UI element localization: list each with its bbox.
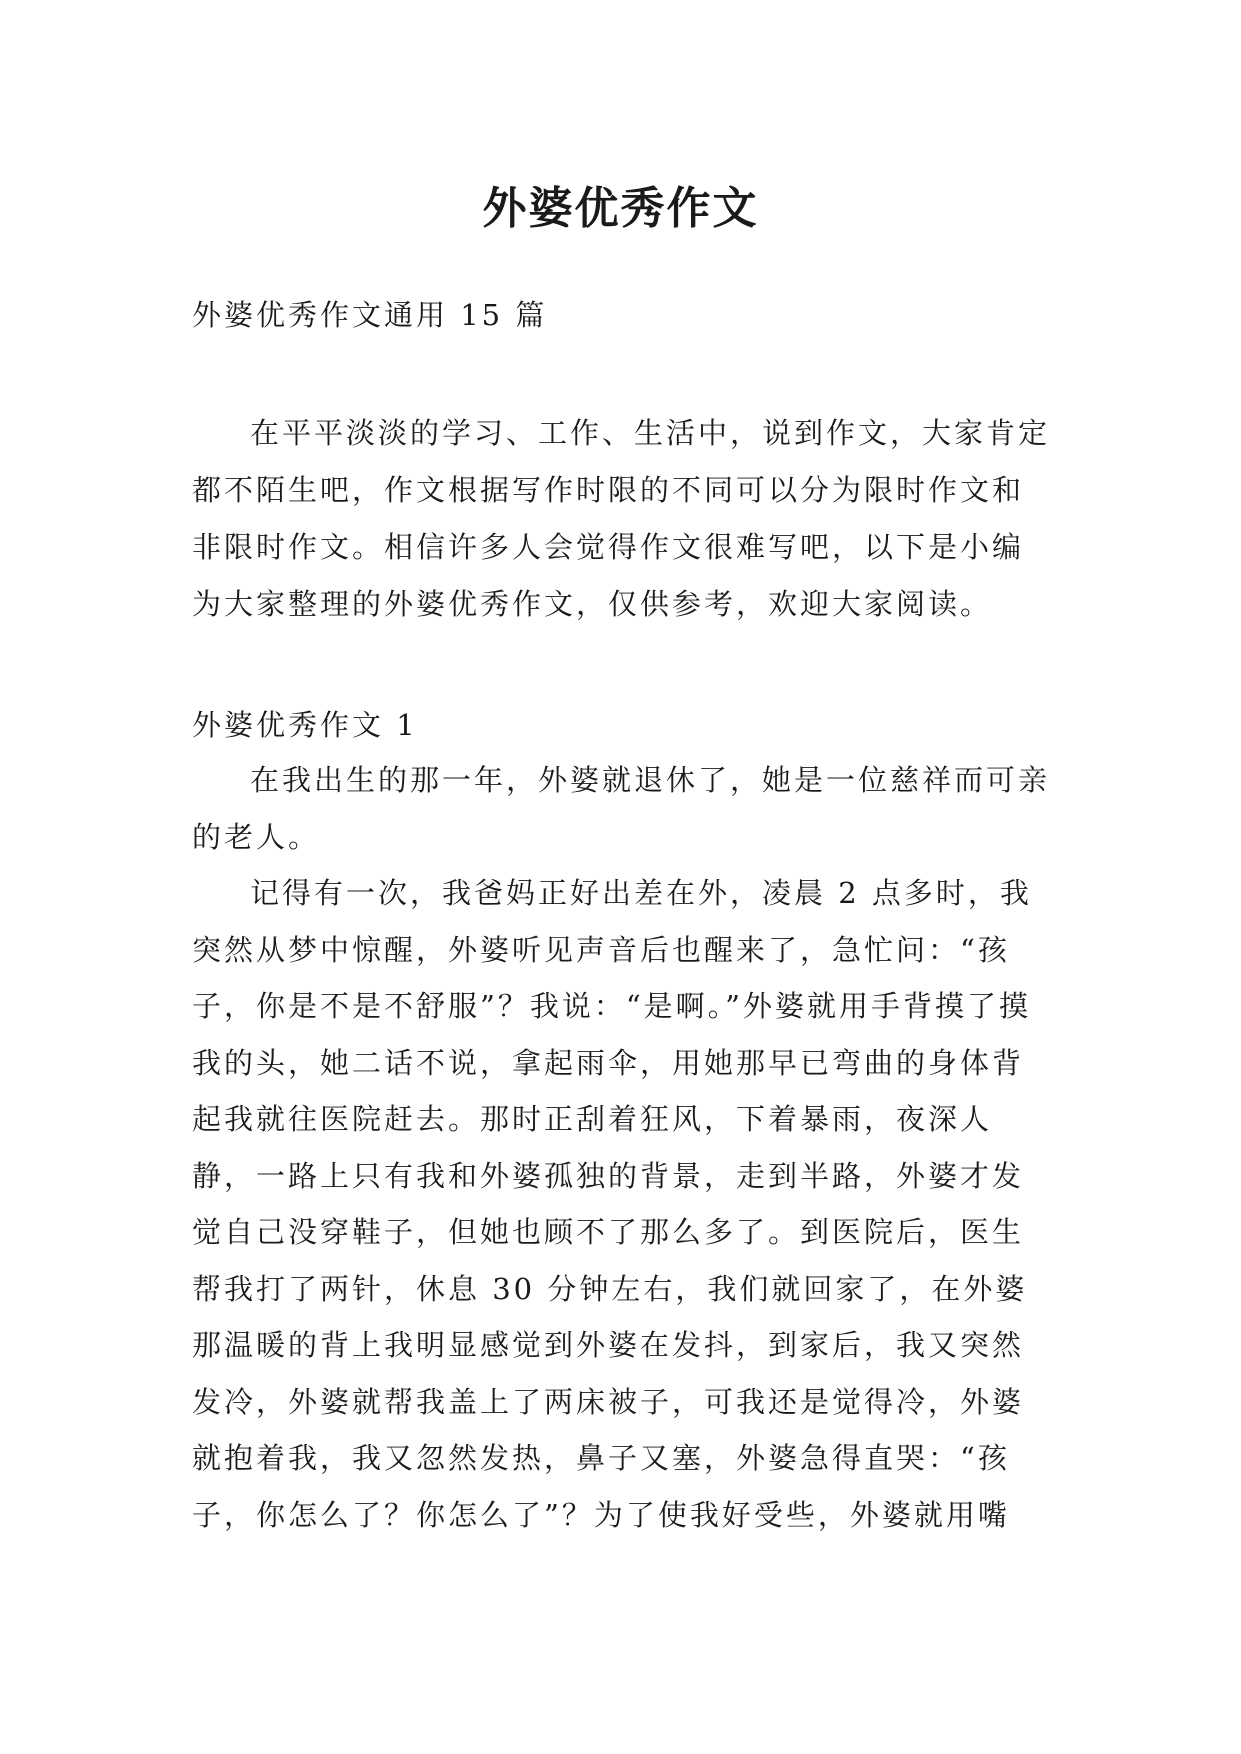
essay-body	[192, 752, 1052, 1543]
essay-heading: 外婆优秀作文 1	[192, 708, 418, 742]
essay-paragraph: 在我出生的那一年，外婆就退休了，她是一位慈祥而可亲的老人。	[192, 763, 1051, 854]
intro-paragraph: 在平平淡淡的学习、工作、生活中，说到作文，大家肯定都不陌生吧，作文根据写作时限的不同可以分为限时作文和非限时作文。相信许多人会觉得作文很难写吧，以下是小编为大家整理的外婆优秀作文，仅供参考，欢迎大家阅读。	[192, 416, 1051, 621]
document-subtitle: 外婆优秀作文通用 15 篇	[192, 298, 548, 332]
essay-paragraph: 记得有一次，我爸妈正好出差在外，凌晨 2 点多时，我突然从梦中惊醒，外婆听见声音后也醒来了，急忙问：“孩子，你是不是不舒服”？我说：“是啊。”外婆就用手背摸了摸我的头，她二话不说，拿起雨伞，用她那早已弯曲的身体背起我就往医院赶去。那时正刮着狂风，下着暴雨，夜深人静，一路上只有我和外婆孤独的背景，走到半路，外婆才发觉自己没穿鞋子，但她也顾不了那么多了。到医院后，医生帮我打了两针，休息 30 分钟左右，我们就回家了，在外婆那温暖的背上我明显感觉到外婆在发抖，到家后，我又突然发冷，外婆就帮我盖上了两床被子，可我还是觉得冷，外婆就抱着我，我又忽然发热，鼻子又塞，外婆急得直哭：“孩子，你怎么了？你怎么了”？为了使我好受些，外婆就用嘴	[192, 876, 1032, 1532]
intro-section	[192, 405, 1052, 633]
document-title: 外婆优秀作文	[482, 183, 759, 235]
